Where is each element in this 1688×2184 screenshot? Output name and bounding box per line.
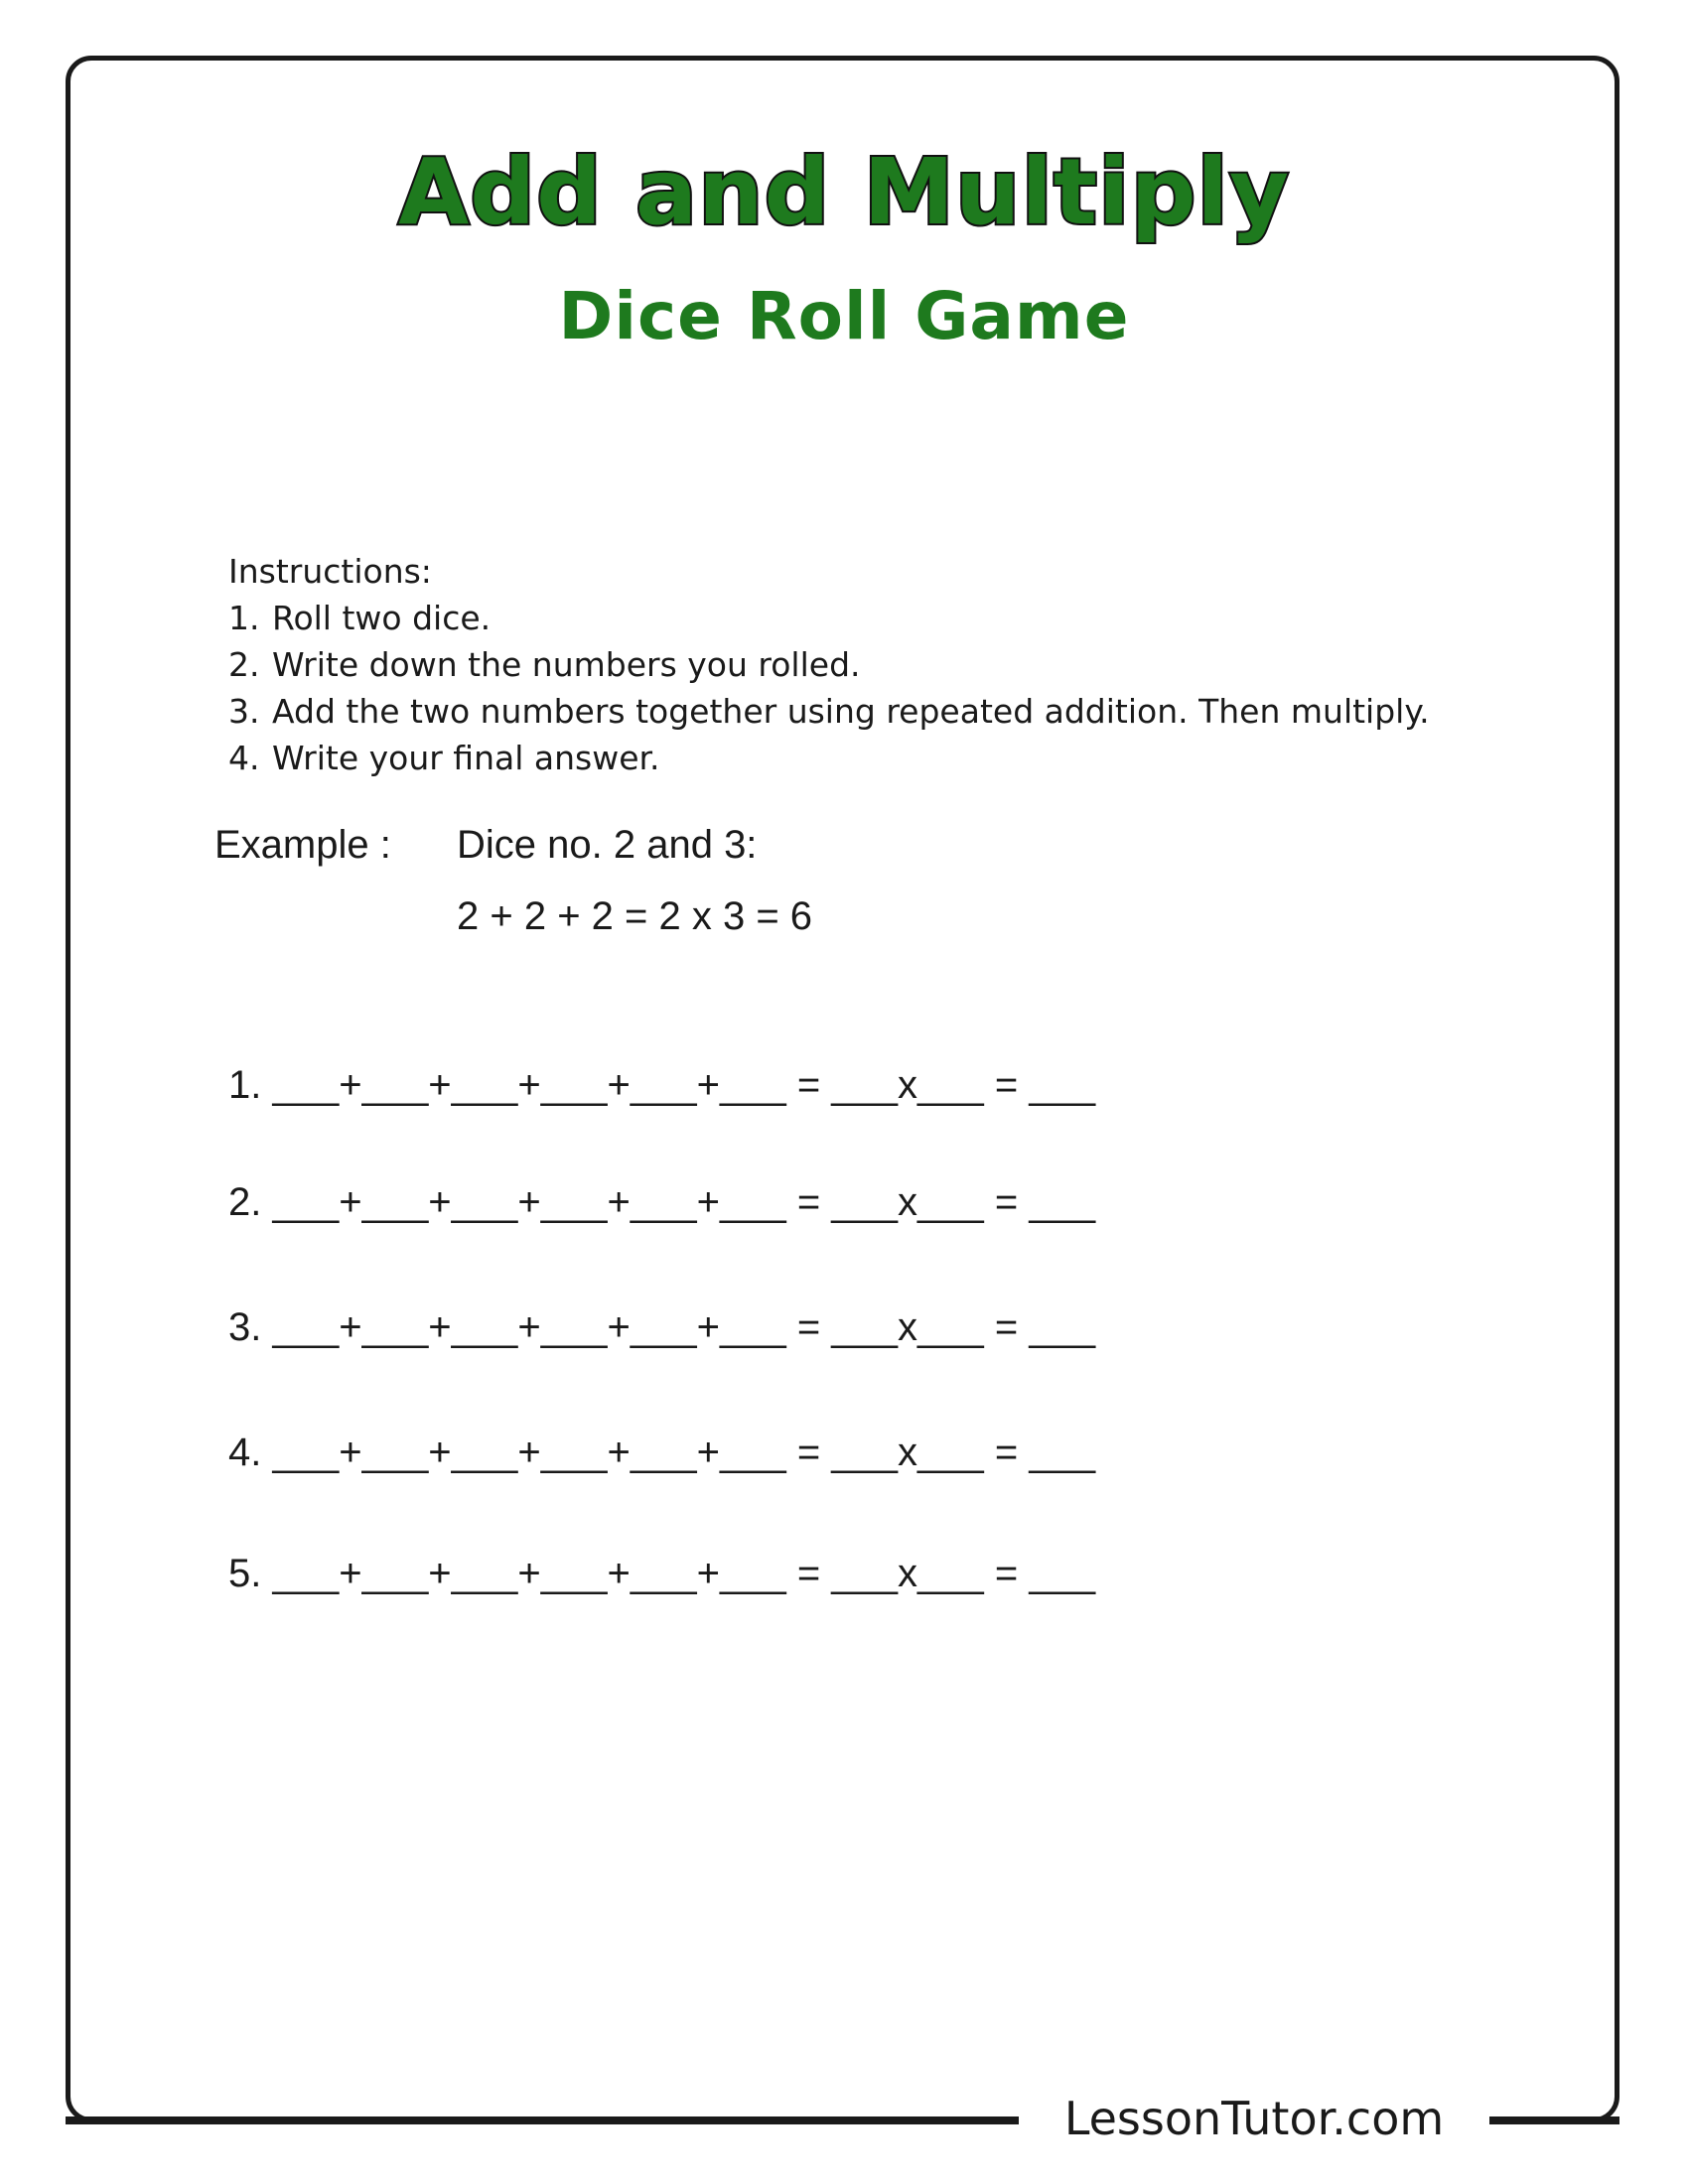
example-dice: Dice no. 2 and 3: — [457, 823, 758, 867]
footer-rule-left — [66, 2116, 1019, 2124]
step-text: Add the two numbers together using repeated addition. Then multiply. — [272, 692, 1430, 731]
problem-row-1[interactable]: 1. ___+___+___+___+___+___ = ___x___ = ___ — [228, 1063, 1096, 1107]
step-text: Write your final answer. — [272, 739, 660, 777]
instruction-step — [228, 595, 1430, 641]
instruction-step — [228, 688, 1430, 735]
example-label: Example : — [214, 823, 391, 867]
step-number: 4. — [228, 739, 260, 777]
example-equation: 2 + 2 + 2 = 2 x 3 = 6 — [457, 894, 813, 938]
page-title: Add and Multiply — [398, 139, 1290, 245]
step-text: Write down the numbers you rolled. — [272, 645, 861, 684]
step-number: 1. — [228, 599, 260, 637]
problem-row-4[interactable]: 4. ___+___+___+___+___+___ = ___x___ = ___ — [228, 1431, 1096, 1474]
step-number: 3. — [228, 692, 260, 731]
problem-row-5[interactable]: 5. ___+___+___+___+___+___ = ___x___ = ___ — [228, 1552, 1096, 1595]
instructions-list — [228, 595, 1430, 781]
problem-row-2[interactable]: 2. ___+___+___+___+___+___ = ___x___ = ___ — [228, 1180, 1096, 1224]
instruction-step — [228, 735, 1430, 781]
instructions-block — [228, 548, 1430, 781]
footer-site-name: LessonTutor.com — [1019, 2091, 1489, 2146]
step-number: 2. — [228, 645, 260, 684]
footer-rule-right — [1489, 2116, 1619, 2124]
step-text: Roll two dice. — [272, 599, 492, 637]
page-subtitle: Dice Roll Game — [558, 278, 1130, 354]
problem-row-3[interactable]: 3. ___+___+___+___+___+___ = ___x___ = ___ — [228, 1305, 1096, 1349]
instruction-step — [228, 641, 1430, 688]
instructions-heading: Instructions: — [228, 552, 432, 591]
